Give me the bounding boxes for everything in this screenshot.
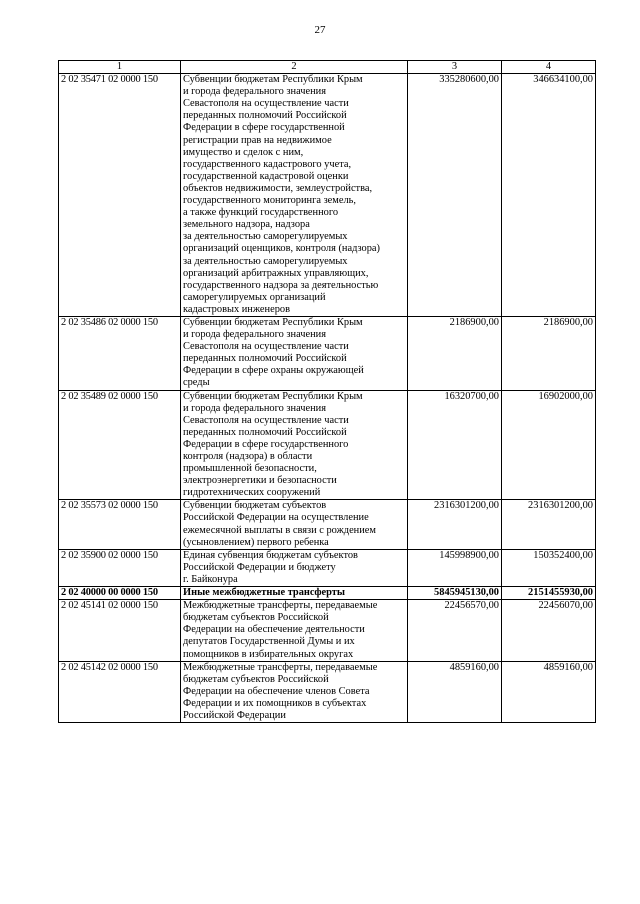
row-value-1: 4859160,00 bbox=[408, 661, 502, 722]
table-row bbox=[59, 390, 596, 500]
row-value-1: 16320700,00 bbox=[408, 390, 502, 500]
row-name: Субвенции бюджетам субъектов Российской Федерации на осуществление ежемесячной выплаты в связи с рождением (усыновлением) первого ребенка bbox=[181, 500, 408, 549]
row-code: 2 02 35471 02 0000 150 bbox=[59, 74, 181, 317]
row-value-2: 2151455930,00 bbox=[502, 587, 596, 600]
row-value-1: 145998900,00 bbox=[408, 549, 502, 586]
column-header-value-2: 4 bbox=[502, 61, 596, 74]
table-row bbox=[59, 600, 596, 661]
table-header-row bbox=[59, 61, 596, 74]
row-name: Единая субвенция бюджетам субъектов Российской Федерации и бюджету г. Байконура bbox=[181, 549, 408, 586]
row-code: 2 02 35486 02 0000 150 bbox=[59, 316, 181, 390]
row-name: Субвенции бюджетам Республики Крым и города федерального значения Севастополя на осуществление части переданных полномочий Российской Федерации в сфере государственной регистрации прав на недвижимое имущество и сделок с ним, государственного кадастрового учета, государственной кадастровой оценки объектов недвижимости, землеустройства, государственного мониторинга земель, а также функций государственного земельного надзора, надзора за деятельностью саморегулируемых организаций оценщиков, контроля (надзора) за деятельностью саморегулируемых организаций арбитражных управляющих, государственного надзора за деятельностью саморегулируемых организаций кадастровых инженеров bbox=[181, 74, 408, 317]
column-header-code: 1 bbox=[59, 61, 181, 74]
table-row bbox=[59, 549, 596, 586]
row-value-1: 2316301200,00 bbox=[408, 500, 502, 549]
row-code: 2 02 35573 02 0000 150 bbox=[59, 500, 181, 549]
row-name: Межбюджетные трансферты, передаваемые бюджетам субъектов Российской Федерации на обеспечение деятельности депутатов Государственной Думы и их помощников в избирательных округах bbox=[181, 600, 408, 661]
row-name: Межбюджетные трансферты, передаваемые бюджетам субъектов Российской Федерации на обеспечение членов Совета Федерации и их помощников в субъектах Российской Федерации bbox=[181, 661, 408, 722]
table-row bbox=[59, 74, 596, 317]
row-value-1: 2186900,00 bbox=[408, 316, 502, 390]
row-code: 2 02 35900 02 0000 150 bbox=[59, 549, 181, 586]
row-value-2: 2316301200,00 bbox=[502, 500, 596, 549]
row-value-1: 335280600,00 bbox=[408, 74, 502, 317]
row-value-1: 5845945130,00 bbox=[408, 587, 502, 600]
table-row bbox=[59, 500, 596, 549]
row-code: 2 02 45142 02 0000 150 bbox=[59, 661, 181, 722]
row-value-2: 16902000,00 bbox=[502, 390, 596, 500]
table-row bbox=[59, 316, 596, 390]
column-header-name: 2 bbox=[181, 61, 408, 74]
row-value-1: 22456570,00 bbox=[408, 600, 502, 661]
table-row bbox=[59, 661, 596, 722]
row-value-2: 150352400,00 bbox=[502, 549, 596, 586]
table-row-total bbox=[59, 587, 596, 600]
row-name: Субвенции бюджетам Республики Крым и города федерального значения Севастополя на осуществление части переданных полномочий Российской Федерации в сфере государственного контроля (надзора) в области промышленной безопасности, электроэнергетики и безопасности гидротехнических сооружений bbox=[181, 390, 408, 500]
row-name: Иные межбюджетные трансферты bbox=[181, 587, 408, 600]
row-name: Субвенции бюджетам Республики Крым и города федерального значения Севастополя на осуществление части переданных полномочий Российской Федерации в сфере охраны окружающей среды bbox=[181, 316, 408, 390]
row-value-2: 22456070,00 bbox=[502, 600, 596, 661]
budget-revenue-table bbox=[58, 60, 596, 723]
row-code: 2 02 40000 00 0000 150 bbox=[59, 587, 181, 600]
row-value-2: 4859160,00 bbox=[502, 661, 596, 722]
row-value-2: 2186900,00 bbox=[502, 316, 596, 390]
page-number: 27 bbox=[314, 24, 326, 36]
row-code: 2 02 35489 02 0000 150 bbox=[59, 390, 181, 500]
column-header-value-1: 3 bbox=[408, 61, 502, 74]
row-code: 2 02 45141 02 0000 150 bbox=[59, 600, 181, 661]
row-value-2: 346634100,00 bbox=[502, 74, 596, 317]
